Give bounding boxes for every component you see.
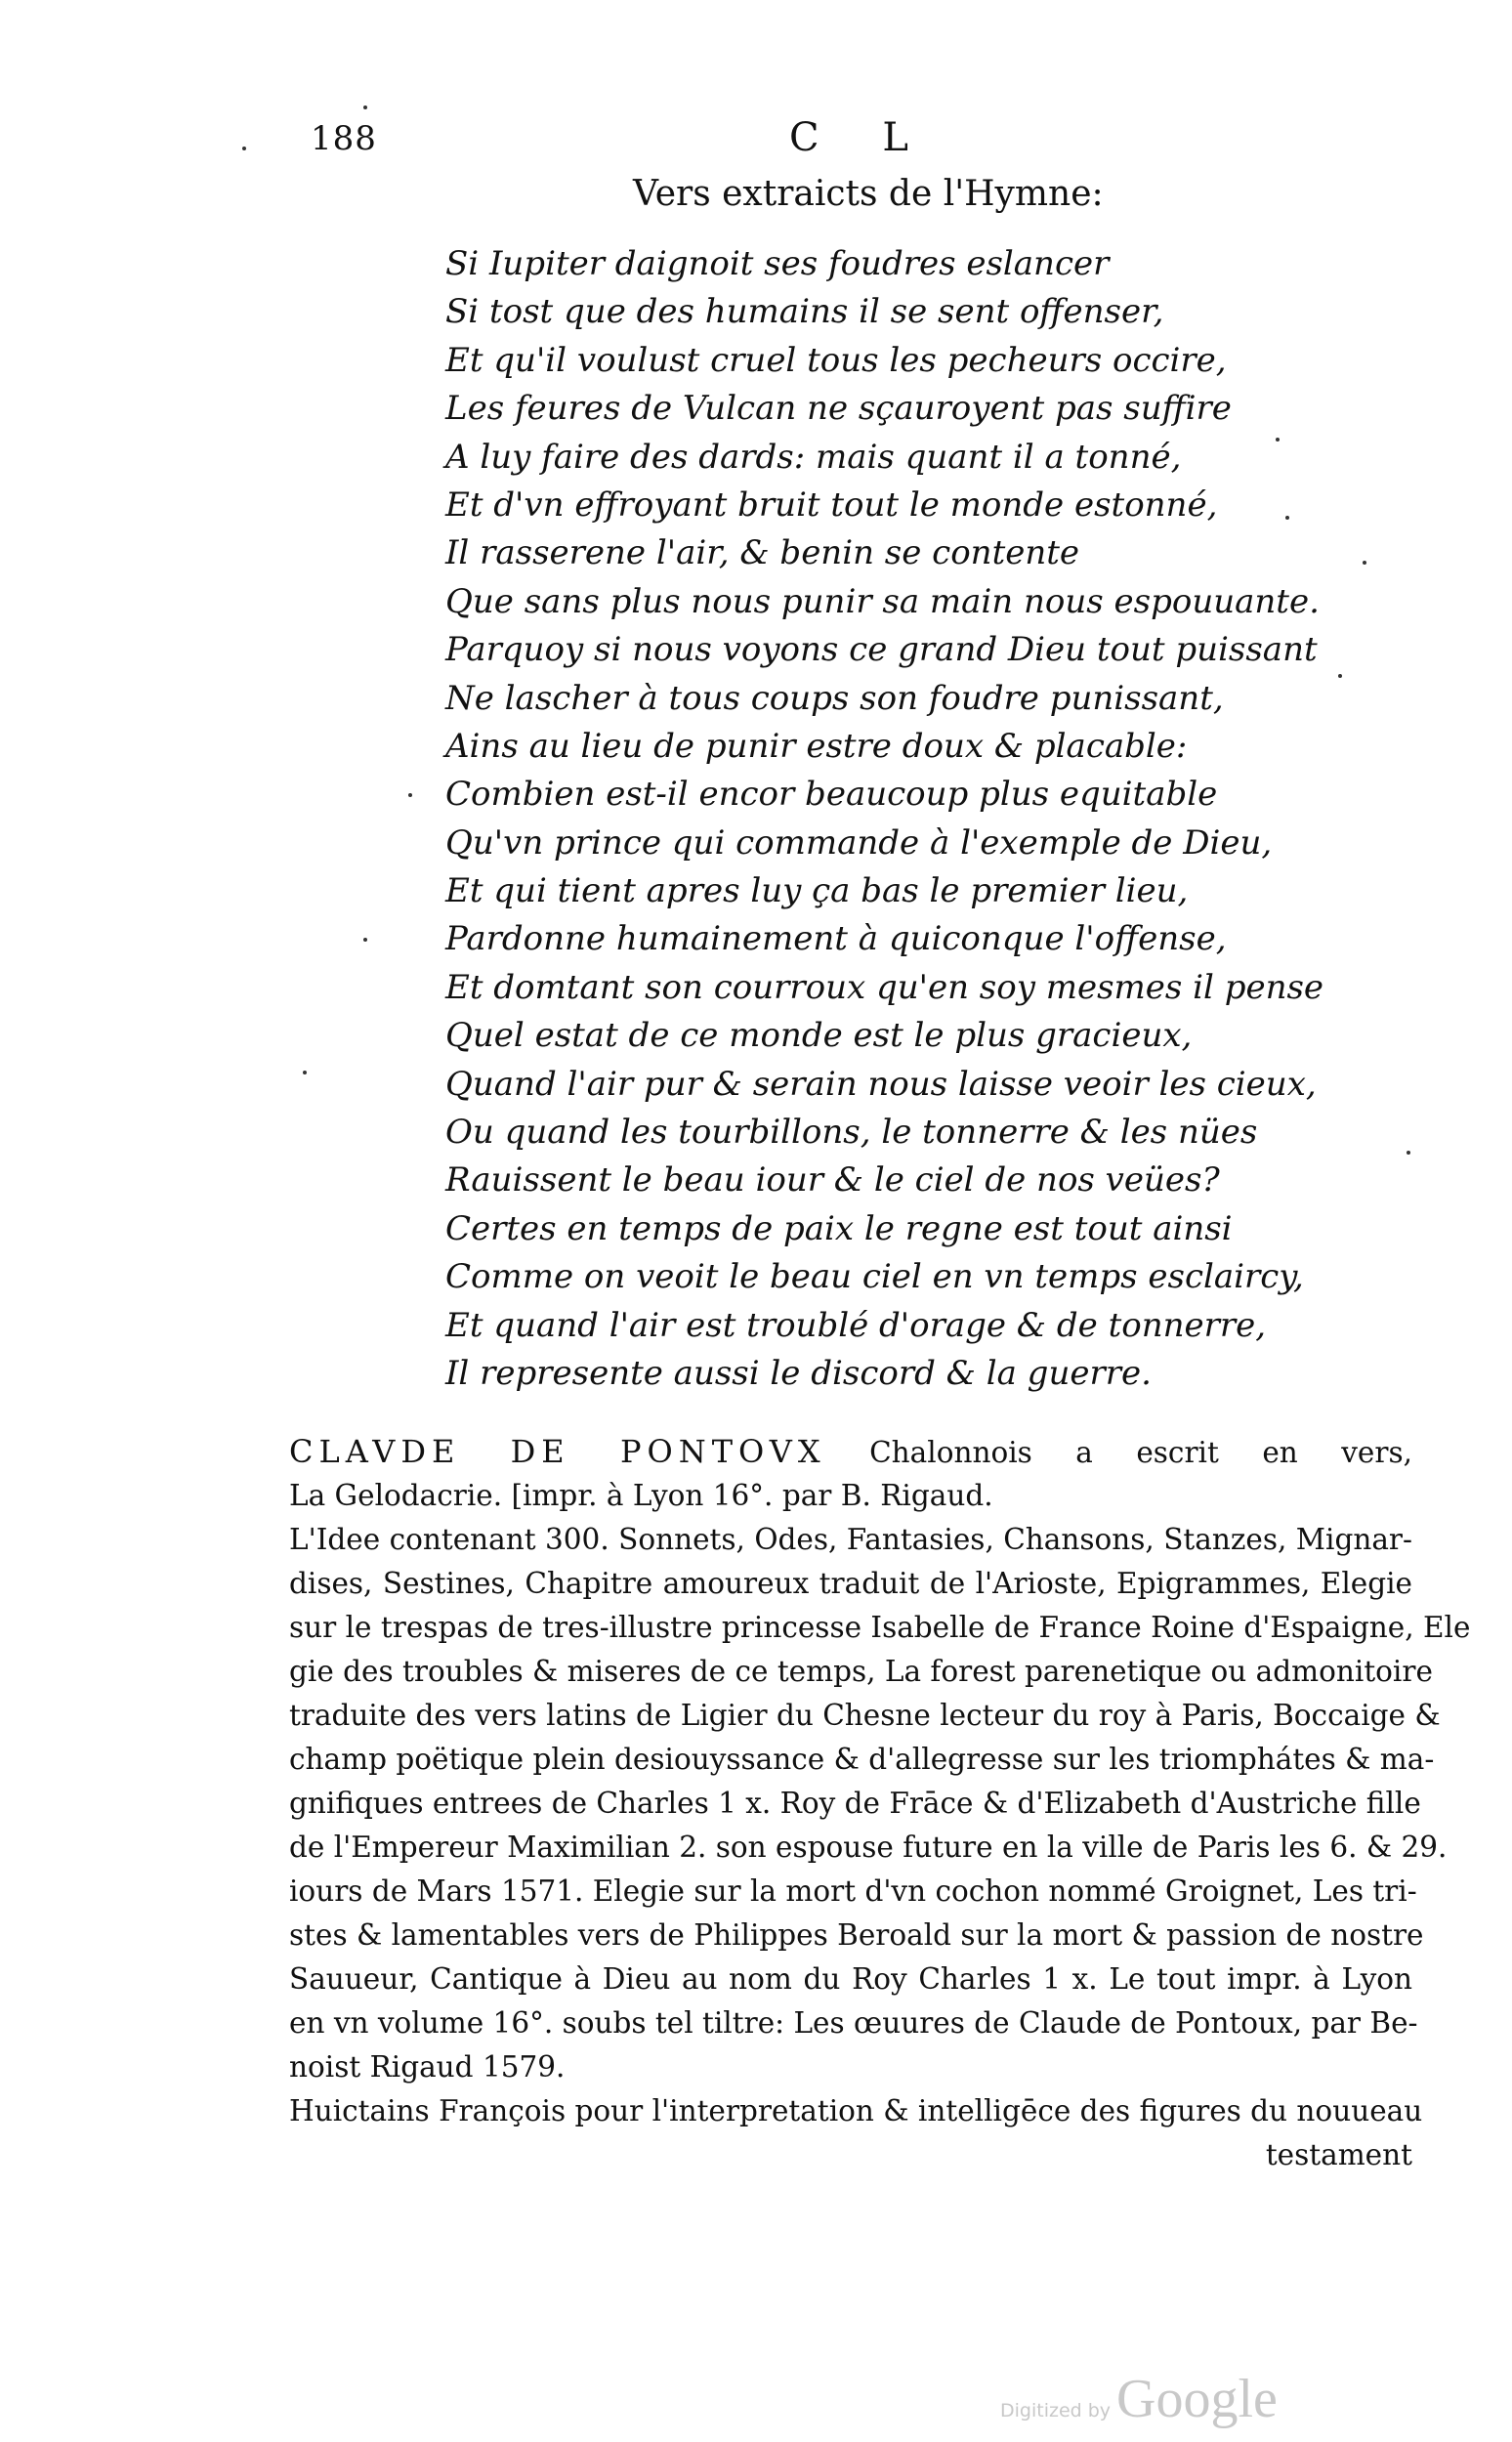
entry-line: iours de Mars 1571. Elegie sur la mort d'vn cochon nommé Groignet, Les tri- <box>289 1874 1417 1908</box>
print-speck <box>1363 561 1366 565</box>
poem-line: Combien est-il encor beaucoup plus equitable <box>445 775 1218 815</box>
print-speck <box>1276 438 1280 442</box>
poem-line: A luy faire des dards: mais quant il a tonné, <box>445 437 1182 477</box>
author-name: CLAVDE DE PONTOVX <box>289 1433 826 1470</box>
entry-line: dises, Sestines, Chapitre amoureux traduit de l'Arioste, Epigrammes, Elegie <box>289 1567 1412 1600</box>
running-head: C L <box>789 115 934 160</box>
section-title: Vers extraicts de l'Hymne: <box>633 174 1104 214</box>
poem <box>445 240 1324 1398</box>
entry-line: L'Idee contenant 300. Sonnets, Odes, Fantasies, Chansons, Stanzes, Mignar- <box>289 1523 1412 1556</box>
poem-line: Si Iupiter daignoit ses foudres eslancer <box>445 244 1110 283</box>
print-speck <box>1285 516 1289 520</box>
print-speck <box>242 147 246 150</box>
entry-line: en vn volume 16°. soubs tel tiltre: Les œuures de Claude de Pontoux, par Be- <box>289 2006 1418 2040</box>
poem-line: Et quand l'air est troublé d'orage & de tonnerre, <box>445 1305 1267 1345</box>
poem-line: Et qui tient apres luy ça bas le premier lieu, <box>445 871 1189 911</box>
poem-line: Certes en temps de paix le regne est tout ainsi <box>445 1208 1233 1248</box>
page-number: 188 <box>311 119 377 158</box>
poem-line: Ou quand les tourbillons, le tonnerre & les nües <box>445 1113 1258 1153</box>
entry-line: noist Rigaud 1579. <box>289 2050 566 2084</box>
poem-line: Ne lascher à tous coups son foudre punissant, <box>445 678 1224 718</box>
poem-line: Comme on veoit le beau ciel en vn temps esclaircy, <box>445 1257 1304 1297</box>
print-speck <box>303 1071 307 1074</box>
poem-line: Et domtant son courroux qu'en soy mesmes il pense <box>445 967 1324 1007</box>
poem-line: Parquoy si nous voyons ce grand Dieu tout puissant <box>445 630 1318 670</box>
entry-line: Huictains François pour l'interpretation & intelligēce des figures du nouueau <box>289 2094 1423 2127</box>
poem-line: Ains au lieu de punir estre doux & placable: <box>445 726 1188 766</box>
entry-line: stes & lamentables vers de Philippes Beroald sur la mort & passion de nostre <box>289 1918 1424 1952</box>
poem-line: Il rasserene l'air, & benin se contente <box>445 533 1080 573</box>
entry-line: gnifiques entrees de Charles 1 x. Roy de Frāce & d'Elizabeth d'Austriche fille <box>289 1787 1421 1820</box>
poem-line: Les feures de Vulcan ne sçauroyent pas suffire <box>445 389 1232 429</box>
poem-line: Rauissent le beau iour & le ciel de nos veües? <box>445 1160 1220 1200</box>
author-description: Chalonnois a escrit en vers, <box>825 1436 1413 1469</box>
entry-heading <box>289 1430 1412 1474</box>
poem-line: Qu'vn prince qui commande à l'exemple de Dieu, <box>445 822 1273 863</box>
print-speck <box>363 938 367 942</box>
poem-line: Pardonne humainement à quiconque l'offense, <box>445 919 1227 959</box>
print-speck <box>1407 1151 1410 1155</box>
bibliographic-entry <box>289 1430 1471 2177</box>
print-speck <box>363 105 367 109</box>
print-speck <box>408 793 412 797</box>
entry-line: traduite des vers latins de Ligier du Chesne lecteur du roy à Paris, Boccaige & <box>289 1699 1441 1732</box>
digitization-watermark <box>1000 2368 1278 2430</box>
entry-line: champ poëtique plein desiouyssance & d'allegresse sur les triomphátes & ma- <box>289 1743 1435 1776</box>
watermark-prefix: Digitized by <box>1000 2400 1112 2421</box>
poem-line: Quel estat de ce monde est le plus gracieux, <box>445 1016 1193 1056</box>
entry-line: de l'Empereur Maximilian 2. son espouse future en la ville de Paris les 6. & 29. <box>289 1831 1448 1864</box>
poem-line: Et qu'il voulust cruel tous les pecheurs occire, <box>445 340 1227 380</box>
poem-line: Quand l'air pur & serain nous laisse veoir les cieux, <box>445 1064 1317 1104</box>
poem-line: Que sans plus nous punir sa main nous espouuante. <box>445 581 1320 621</box>
google-logo: Google <box>1116 2369 1278 2429</box>
catchword: testament <box>1265 2138 1412 2171</box>
poem-line: Et d'vn effroyant bruit tout le monde estonné, <box>445 484 1218 525</box>
print-speck <box>1338 674 1342 678</box>
entry-line: sur le trespas de tres-illustre princesse Isabelle de France Roine d'Espaigne, Ele <box>289 1611 1471 1644</box>
poem-line: Si tost que des humains il se sent offenser, <box>445 292 1164 332</box>
entry-line: La Gelodacrie. [impr. à Lyon 16°. par B. Rigaud. <box>289 1479 993 1512</box>
entry-line: Sauueur, Cantique à Dieu au nom du Roy Charles 1 x. Le tout impr. à Lyon <box>289 1962 1412 1996</box>
entry-line: gie des troubles & miseres de ce temps, La forest parenetique ou admonitoire <box>289 1655 1433 1688</box>
poem-line: Il represente aussi le discord & la guerre. <box>445 1353 1152 1393</box>
